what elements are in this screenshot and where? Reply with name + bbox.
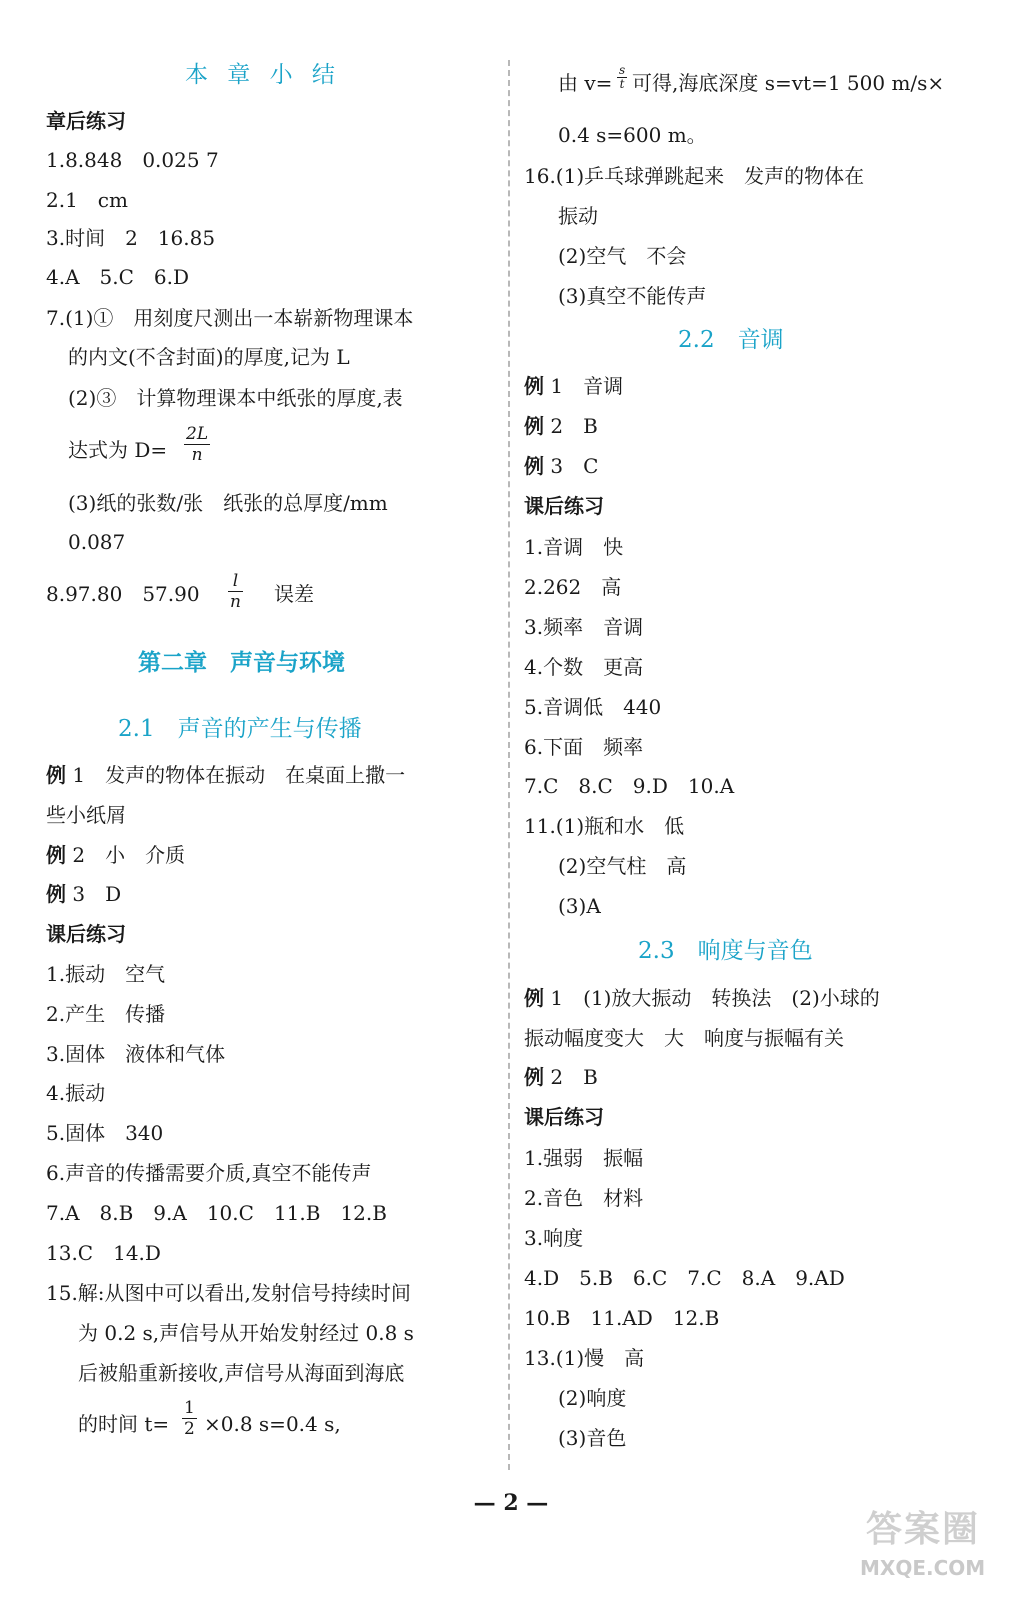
answer-line: 2.262 高 xyxy=(524,575,622,599)
answer-line: 5.音调低 440 xyxy=(524,695,662,719)
example-line xyxy=(524,413,598,439)
example-text: 1 音调 xyxy=(544,374,624,398)
answer-line: 2.产生 传播 xyxy=(46,1002,166,1026)
fraction xyxy=(228,571,243,612)
answer-line: 些小纸屑 xyxy=(46,803,126,827)
answer-line: 的时间 t= xyxy=(78,1412,170,1436)
answer-line: 7.A 8.B 9.A 10.C 11.B 12.B xyxy=(46,1201,387,1225)
fraction-numerator: 1 xyxy=(184,1398,195,1418)
answer-line: (3)音色 xyxy=(558,1426,627,1450)
fraction-denominator: n xyxy=(191,445,203,465)
section-title: 2.3 响度与音色 xyxy=(638,938,813,964)
watermark-site: MXQE.COM xyxy=(860,1556,986,1580)
answer-line: 13.C 14.D xyxy=(46,1241,161,1265)
answer-line: 由 v= xyxy=(558,71,613,95)
fraction-denominator: n xyxy=(230,592,241,612)
answer-line: 误差 xyxy=(274,582,314,606)
column-divider xyxy=(508,60,510,1470)
answer-line: (2)空气柱 高 xyxy=(558,854,687,878)
fraction-numerator: s xyxy=(619,63,626,77)
fraction xyxy=(617,64,627,91)
answer-line: 2.音色 材料 xyxy=(524,1186,644,1210)
answer-line: 7.C 8.C 9.D 10.A xyxy=(524,774,735,798)
homework-heading: 课后练习 xyxy=(46,922,126,946)
example-label: 例 xyxy=(524,374,544,398)
example-text: 1 (1)放大振动 转换法 (2)小球的 xyxy=(544,986,880,1010)
answer-line: (2)响度 xyxy=(558,1386,627,1410)
answer-line: 15.解:从图中可以看出,发射信号持续时间 xyxy=(46,1281,411,1305)
answer-line: 0.087 xyxy=(68,530,126,554)
answer-line: 4.A 5.C 6.D xyxy=(46,265,190,289)
example-label: 例 xyxy=(524,414,544,438)
example-text: 1 发声的物体在振动 在桌面上撒一 xyxy=(66,763,406,787)
homework-heading: 课后练习 xyxy=(524,1105,604,1129)
example-text: 3 D xyxy=(66,882,122,906)
answer-line: 4.振动 xyxy=(46,1081,106,1105)
answer-line: 7.(1)① 用刻度尺测出一本崭新物理课本 xyxy=(46,306,414,330)
fraction-denominator: t xyxy=(619,77,625,91)
example-line xyxy=(524,985,880,1011)
answer-line: 1.音调 快 xyxy=(524,535,624,559)
example-label: 例 xyxy=(46,882,66,906)
answer-line: 11.(1)瓶和水 低 xyxy=(524,814,685,838)
answer-line: 4.个数 更高 xyxy=(524,655,644,679)
section-title: 2.1 声音的产生与传播 xyxy=(118,716,362,742)
answer-line: (2)③ 计算物理课本中纸张的厚度,表 xyxy=(68,386,403,410)
homework-heading: 课后练习 xyxy=(524,494,604,518)
example-line xyxy=(524,1064,598,1090)
fraction xyxy=(184,424,210,465)
answer-line: 6.下面 频率 xyxy=(524,735,644,759)
answer-line: 达式为 D= xyxy=(68,438,168,462)
answer-line: 1.强弱 振幅 xyxy=(524,1146,644,1170)
answer-line: 13.(1)慢 高 xyxy=(524,1346,645,1370)
answer-line: 3.固体 液体和气体 xyxy=(46,1042,226,1066)
answer-line: 3.时间 2 16.85 xyxy=(46,226,216,250)
answer-line: 1.8.848 0.025 7 xyxy=(46,148,219,172)
example-text: 2 B xyxy=(544,1065,598,1089)
example-label: 例 xyxy=(524,454,544,478)
example-line xyxy=(46,842,185,868)
example-text: 3 C xyxy=(544,454,599,478)
answer-line: 6.声音的传播需要介质,真空不能传声 xyxy=(46,1161,372,1185)
example-label: 例 xyxy=(524,1065,544,1089)
answer-line: 5.固体 340 xyxy=(46,1121,164,1145)
chapter-title: 第二章 声音与环境 xyxy=(138,649,345,676)
answer-line: 的内文(不含封面)的厚度,记为 L xyxy=(68,345,350,369)
answer-line: 3.响度 xyxy=(524,1226,584,1250)
fraction-numerator: 2L xyxy=(186,424,209,444)
answer-line: 0.4 s=600 m。 xyxy=(558,123,707,147)
answer-line: (3)纸的张数/张 纸张的总厚度/mm xyxy=(68,491,388,515)
example-label: 例 xyxy=(46,843,66,867)
answer-line: 10.B 11.AD 12.B xyxy=(524,1306,720,1330)
section-title: 2.2 音调 xyxy=(678,327,784,353)
chapter-summary-title: 本 章 小 结 xyxy=(185,62,341,88)
summary-exercises-heading: 章后练习 xyxy=(46,109,126,133)
answer-line: ×0.8 s=0.4 s, xyxy=(204,1412,341,1436)
example-line xyxy=(46,762,405,788)
answer-line: 1.振动 空气 xyxy=(46,962,166,986)
answer-line: 可得,海底深度 s=vt=1 500 m/s× xyxy=(632,71,945,95)
answer-line: 3.频率 音调 xyxy=(524,615,644,639)
example-label: 例 xyxy=(524,986,544,1010)
example-line xyxy=(524,453,598,479)
example-line xyxy=(46,881,121,907)
fraction xyxy=(182,1398,197,1439)
answer-line: 8.97.80 57.90 xyxy=(46,582,200,606)
answer-line: 振动幅度变大 大 响度与振幅有关 xyxy=(524,1026,844,1050)
answer-line: 2.1 cm xyxy=(46,188,128,212)
example-text: 2 小 介质 xyxy=(66,843,186,867)
answer-line: (3)A xyxy=(558,894,601,918)
example-line xyxy=(524,373,623,399)
example-label: 例 xyxy=(46,763,66,787)
fraction-numerator: l xyxy=(228,571,243,592)
example-text: 2 B xyxy=(544,414,598,438)
answer-line: 为 0.2 s,声信号从开始发射经过 0.8 s xyxy=(78,1321,414,1345)
watermark-logo: 答案圈 xyxy=(866,1509,981,1550)
page-number: — 2 — xyxy=(473,1490,549,1516)
answer-line: 4.D 5.B 6.C 7.C 8.A 9.AD xyxy=(524,1266,845,1290)
answer-line: 后被船重新接收,声信号从海面到海底 xyxy=(78,1361,405,1385)
answer-line: (3)真空不能传声 xyxy=(558,284,707,308)
answer-line: (2)空气 不会 xyxy=(558,244,687,268)
fraction-denominator: 2 xyxy=(184,1419,195,1439)
answer-line: 16.(1)乒乓球弹跳起来 发声的物体在 xyxy=(524,164,865,188)
answer-line: 振动 xyxy=(558,204,598,228)
